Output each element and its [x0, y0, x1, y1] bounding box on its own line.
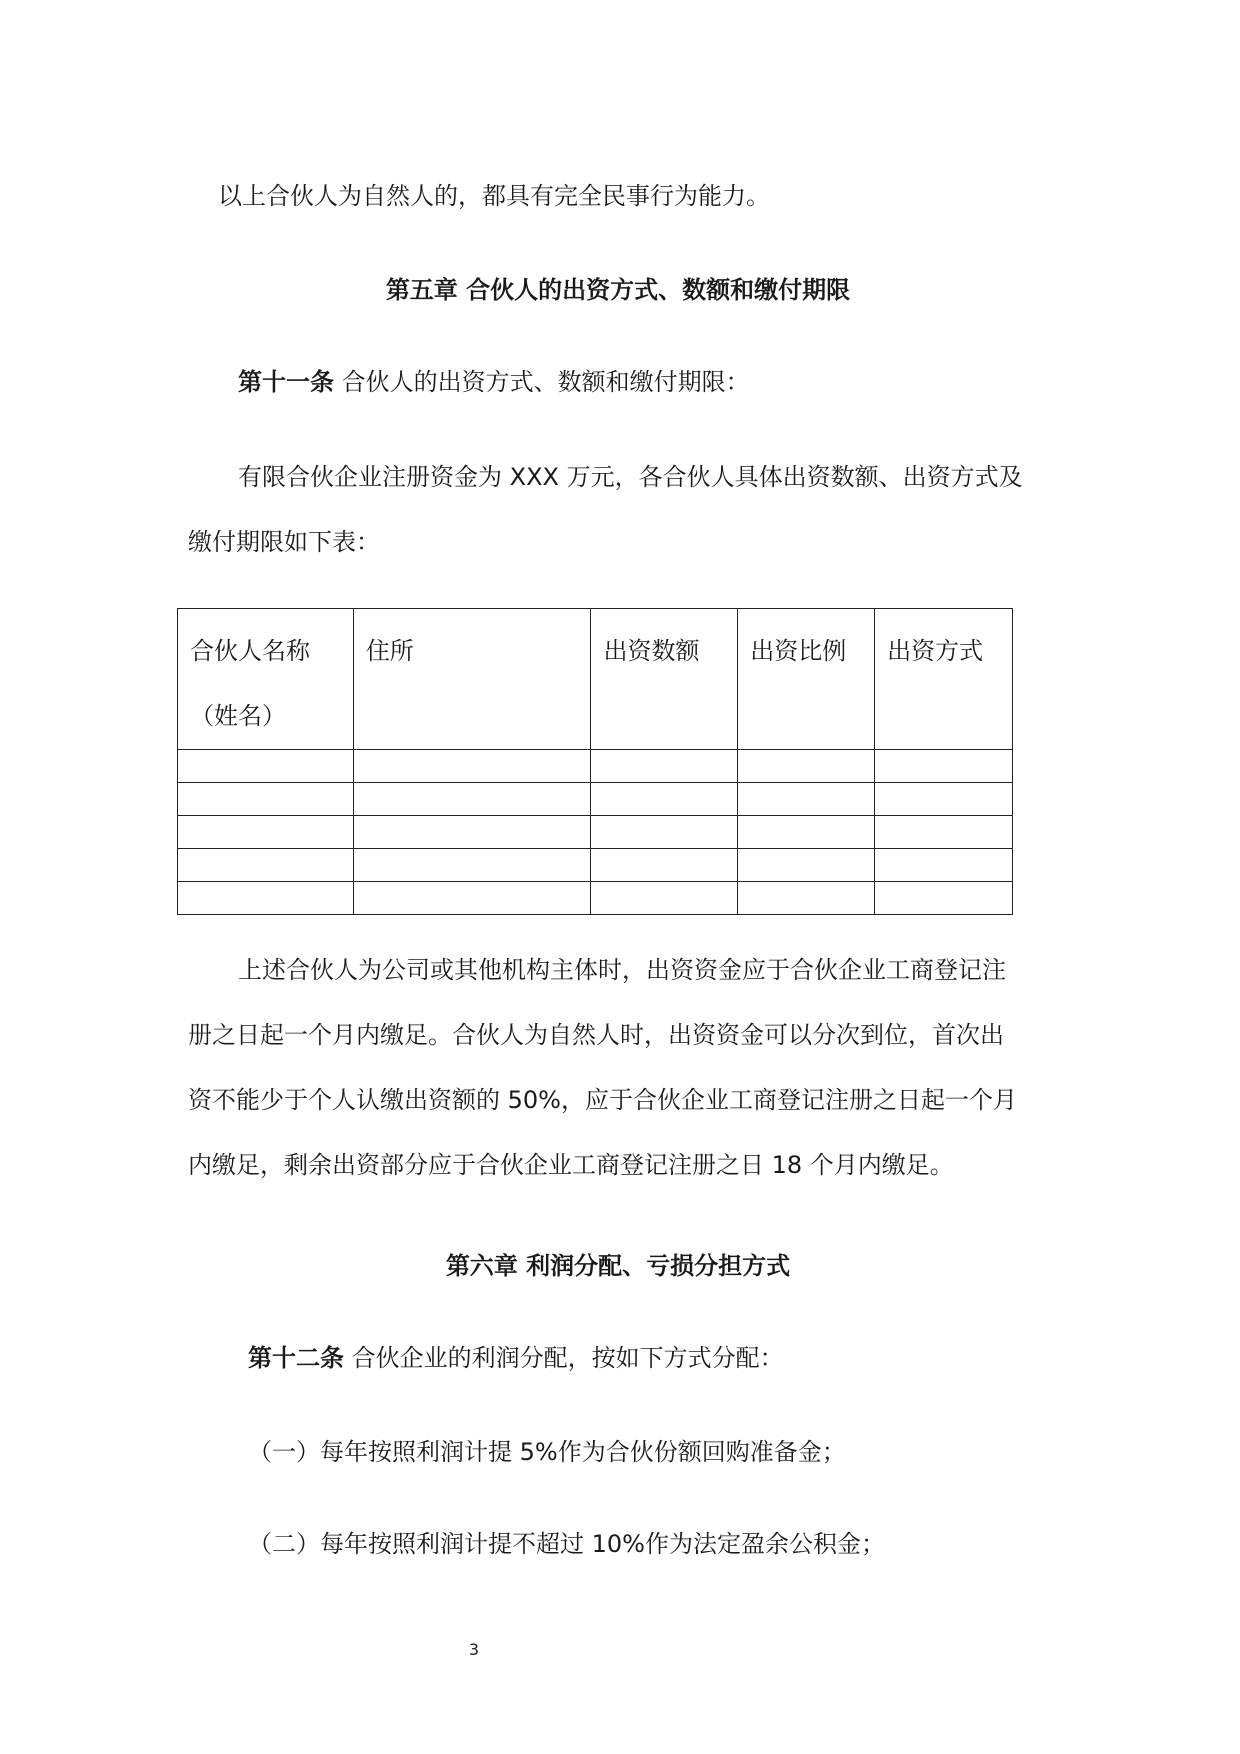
list-item-2: （二）每年按照利润计提不超过 10%作为法定盈余公积金；: [248, 1530, 885, 1558]
table-cell[interactable]: [353, 849, 591, 882]
capital-paragraph-line-2: 缴付期限如下表：: [188, 528, 380, 556]
table-cell[interactable]: [353, 816, 591, 849]
header-ratio: 出资比例: [750, 637, 847, 665]
list-item-1: （一）每年按照利润计提 5%作为合伙份额回购准备金；: [248, 1438, 846, 1466]
payment-paragraph-line-3: 资不能少于个人认缴出资额的 50%，应于合伙企业工商登记注册之日起一个月: [188, 1086, 1017, 1114]
table-cell[interactable]: [738, 750, 875, 783]
article-12-text: 合伙企业的利润分配，按如下方式分配：: [344, 1344, 784, 1372]
chapter-5-title-text: 第五章 合伙人的出资方式、数额和缴付期限: [385, 276, 851, 304]
header-method: 出资方式: [887, 637, 984, 665]
table-cell[interactable]: [875, 849, 1013, 882]
article-11-label: 第十一条: [238, 368, 334, 396]
table-row: [178, 750, 1013, 783]
table-cell[interactable]: [353, 750, 591, 783]
table-cell[interactable]: [738, 882, 875, 915]
table-cell[interactable]: [178, 783, 354, 816]
table-row: [178, 882, 1013, 915]
chapter-6-title-text: 第六章 利润分配、亏损分担方式: [445, 1252, 791, 1280]
table-cell[interactable]: [178, 750, 354, 783]
table-row: [178, 783, 1013, 816]
header-amount: 出资数额: [603, 637, 700, 665]
table-cell[interactable]: [591, 849, 738, 882]
header-cell-address: [353, 609, 591, 750]
table-row: [178, 849, 1013, 882]
capital-paragraph-line-1: 有限合伙企业注册资金为 XXX 万元，各合伙人具体出资数额、出资方式及: [238, 463, 1023, 491]
table-header-row: [178, 609, 1013, 750]
payment-paragraph-line-4: 内缴足，剩余出资部分应于合伙企业工商登记注册之日 18 个月内缴足。: [188, 1151, 954, 1179]
header-name-line-2: （姓名）: [190, 702, 286, 730]
table-cell[interactable]: [353, 783, 591, 816]
table-cell[interactable]: [738, 783, 875, 816]
table-cell[interactable]: [875, 783, 1013, 816]
table-cell[interactable]: [178, 816, 354, 849]
table-cell[interactable]: [875, 750, 1013, 783]
chapter-6-title: [0, 1246, 1240, 1286]
payment-paragraph-line-2: 册之日起一个月内缴足。合伙人为自然人时，出资资金可以分次到位，首次出: [188, 1021, 1004, 1049]
table-cell[interactable]: [875, 882, 1013, 915]
table-cell[interactable]: [591, 882, 738, 915]
header-cell-amount: [591, 609, 738, 750]
table-cell[interactable]: [591, 783, 738, 816]
article-12: [248, 1326, 1128, 1391]
capacity-paragraph: 以上合伙人为自然人的，都具有完全民事行为能力。: [218, 182, 770, 210]
table-cell[interactable]: [738, 816, 875, 849]
table-cell[interactable]: [178, 882, 354, 915]
chapter-5-title: [0, 270, 1240, 310]
table-row: [178, 816, 1013, 849]
table-cell[interactable]: [353, 882, 591, 915]
article-11: [238, 350, 1118, 415]
header-cell-method: [875, 609, 1013, 750]
table-cell[interactable]: [738, 849, 875, 882]
article-11-text: 合伙人的出资方式、数额和缴付期限：: [334, 368, 750, 396]
table-cell[interactable]: [591, 750, 738, 783]
header-cell-name: [178, 609, 354, 750]
table-cell[interactable]: [178, 849, 354, 882]
payment-paragraph-line-1: 上述合伙人为公司或其他机构主体时，出资资金应于合伙企业工商登记注: [238, 956, 1006, 984]
header-cell-ratio: [738, 609, 875, 750]
partners-table: [177, 608, 1013, 915]
page-number: 3: [468, 1640, 480, 1659]
header-name-line-1: 合伙人名称: [190, 637, 310, 665]
article-12-label: 第十二条: [248, 1344, 344, 1372]
table-cell[interactable]: [875, 816, 1013, 849]
header-address: 住所: [365, 637, 414, 665]
table-cell[interactable]: [591, 816, 738, 849]
